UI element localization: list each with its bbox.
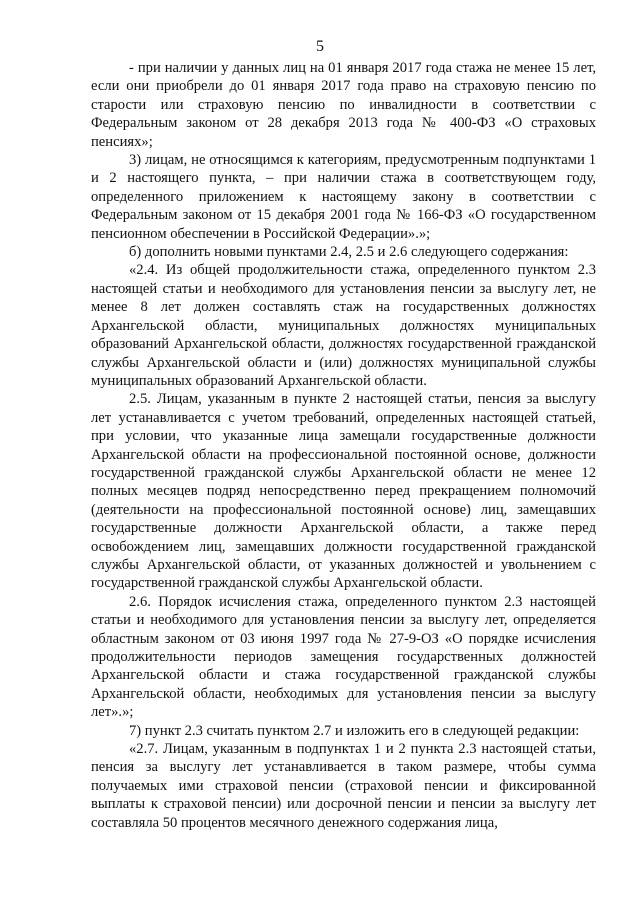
- paragraph-2-6: 2.6. Порядок исчисления стажа, определенного пунктом 2.3 настоящей статьи и необходимого для установления пенсии за выслугу лет, определяется областным законом от 03 июня 1997 года № 27-9-ОЗ «О порядке исчисления продолжительности периодов замещения государственных должностей Архангельской области и стажа государственной гражданской службы Архангельской области, необходимых для установления пенсии за выслугу лет».»;: [91, 593, 596, 721]
- paragraph-amendment-6: б) дополнить новыми пунктами 2.4, 2.5 и 2.6 следующего содержания:: [129, 244, 569, 261]
- paragraph-2-4: «2.4. Из общей продолжительности стажа, определенного пунктом 2.3 настоящей статьи и необходимого для установления пенсии за выслугу лет, не менее 8 лет должен составлять стаж на государственных должностях Архангельской области, муниципальных должностях муниципальных образований Архангельской области, должностях государственной гражданской службы Архангельской области и (или) должностях муниципальной службы муниципальных образований Архангельской области.: [91, 262, 596, 389]
- document-body: [91, 59, 596, 832]
- paragraph-2-7: «2.7. Лицам, указанным в подпунктах 1 и 2 пункта 2.3 настоящей статьи, пенсия за выслугу лет устанавливается в таком размере, чтобы сумма получаемых ими страховой пенсии (страховой пенсии и фиксированной выплаты к страховой пенсии) или досрочной пенсии и пенсии за выслугу лет составляла 50 процентов месячного денежного содержания лица,: [91, 741, 596, 831]
- page-number: 5: [316, 38, 324, 55]
- paragraph-amendment-7: 7) пункт 2.3 считать пунктом 2.7 и изложить его в следующей редакции:: [129, 722, 580, 739]
- paragraph-item-3: 3) лицам, не относящимся к категориям, предусмотренным подпунктами 1 и 2 настоящего пункта, – при наличии стажа в соответствующем году, определенного приложением к настоящему закону в соответствии с Федеральным законом от 15 декабря 2001 года № 166-ФЗ «О государственном пенсионном обеспечении в Российской Федерации».»;: [91, 152, 596, 242]
- paragraph-pension-condition: - при наличии у данных лиц на 01 января 2017 года стажа не менее 15 лет, если они приобрели до 01 января 2017 года право на страховую пенсию по старости или страховую пенсию по инвалидности в соответствии с Федеральным законом от 28 декабря 2013 года № 400-ФЗ «О страховых пенсиях»;: [91, 60, 596, 150]
- paragraph-2-5: 2.5. Лицам, указанным в пункте 2 настоящей статьи, пенсия за выслугу лет устанавливается с учетом требований, определенных настоящей статьей, при условии, что указанные лица замещали государственные должности Архангельской области на профессиональной постоянной основе, должности государственной гражданской службы Архангельской области не менее 12 полных месяцев подряд непосредственно перед прекращением полномочий (деятельности на профессиональной постоянной основе) лиц, замещавших государственные должности Архангельской области, а также перед освобождением лиц, замещавших должности государственной гражданской службы Архангельской области, от указанных должностей и увольнением с государственной гражданской службы Архангельской области.: [91, 391, 596, 592]
